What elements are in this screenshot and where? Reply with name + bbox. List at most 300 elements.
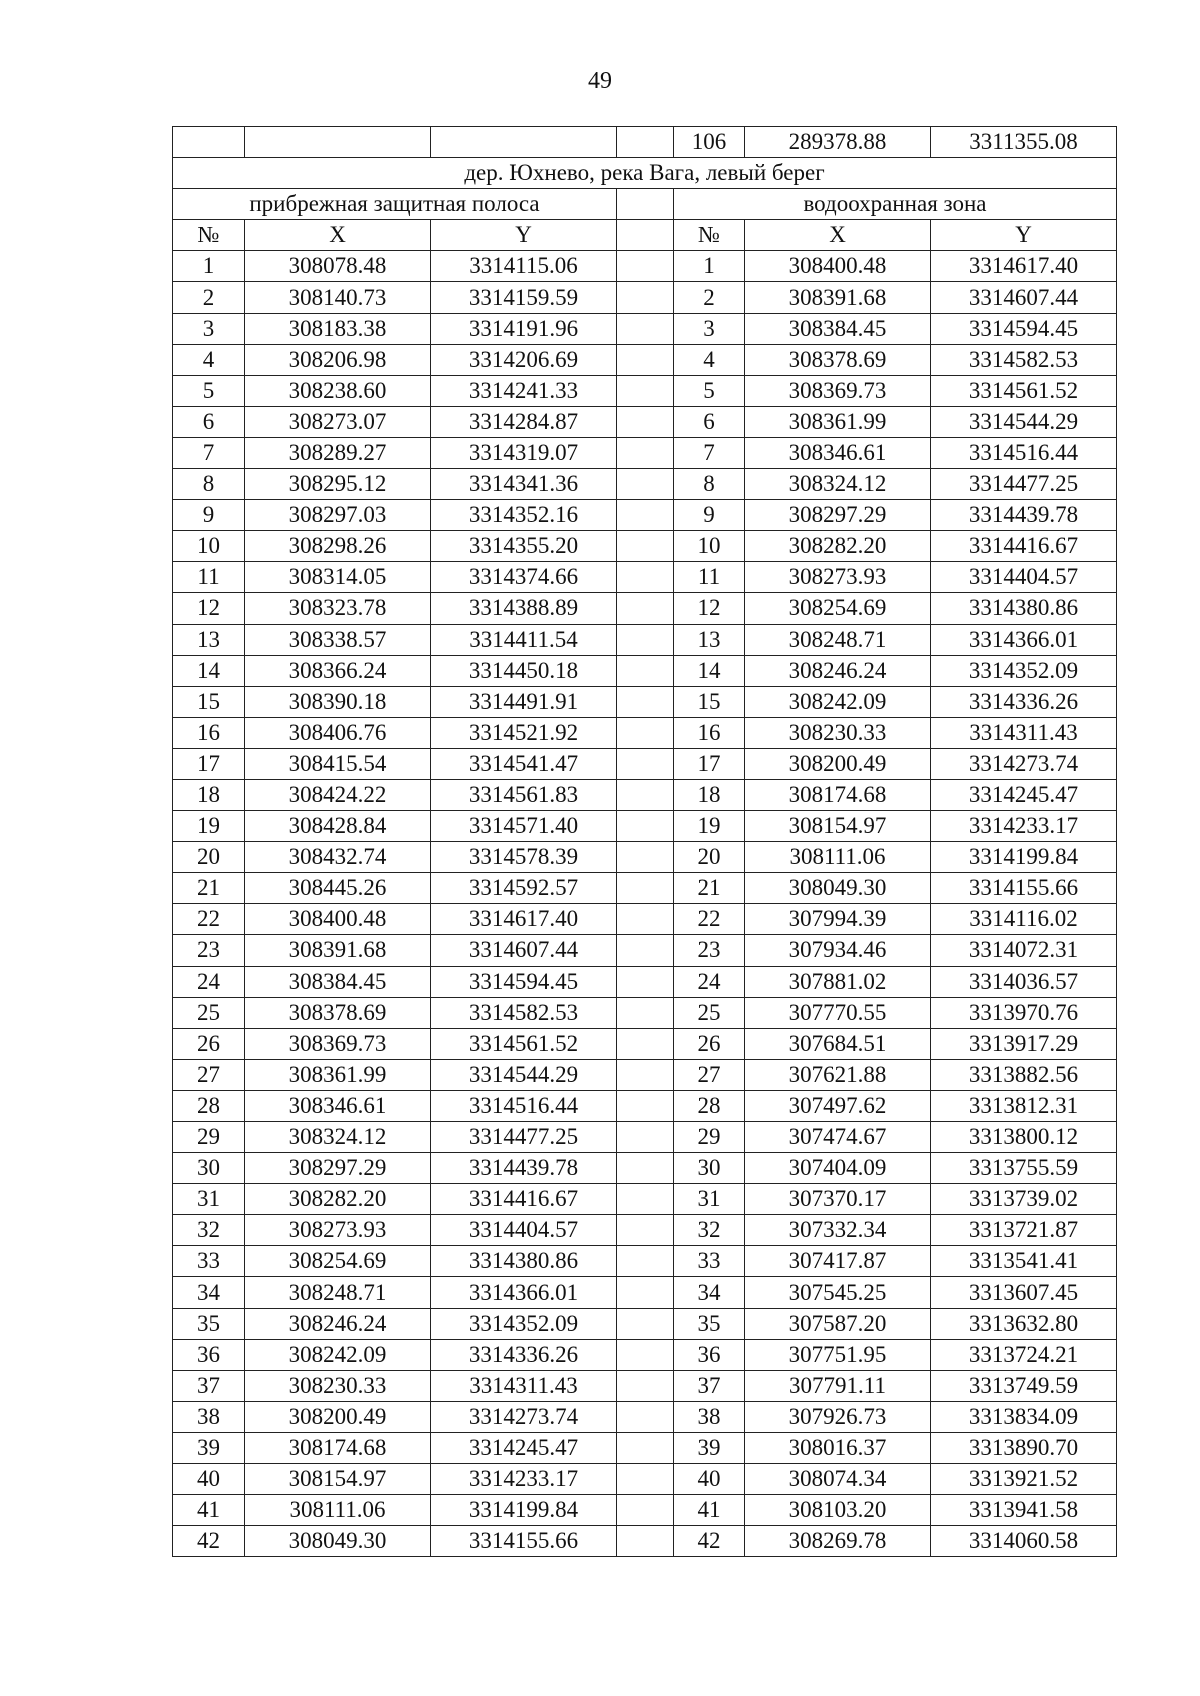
header-x: X (745, 220, 931, 251)
y-coordinate-cell: 3314116.02 (931, 904, 1117, 935)
point-number-cell: 15 (674, 686, 745, 717)
point-number-cell: 31 (674, 1184, 745, 1215)
x-coordinate-cell: 308391.68 (245, 935, 431, 966)
x-coordinate-cell: 308390.18 (245, 686, 431, 717)
point-number-cell: 12 (674, 593, 745, 624)
x-coordinate-cell: 308361.99 (245, 1059, 431, 1090)
empty-cell (617, 811, 674, 842)
point-number-cell: 30 (173, 1153, 245, 1184)
empty-cell (617, 1339, 674, 1370)
y-coordinate-cell: 3314155.66 (431, 1526, 617, 1557)
y-coordinate-cell: 3314233.17 (931, 811, 1117, 842)
x-coordinate-cell: 307497.62 (745, 1090, 931, 1121)
y-coordinate-cell: 3314072.31 (931, 935, 1117, 966)
y-coordinate-cell: 3314544.29 (931, 406, 1117, 437)
point-number-cell: 20 (173, 842, 245, 873)
header-num: № (173, 220, 245, 251)
point-number-cell: 38 (674, 1401, 745, 1432)
table-row (173, 1526, 1117, 1557)
table-row (173, 251, 1117, 282)
y-coordinate-cell: 3314374.66 (431, 562, 617, 593)
point-number-cell: 1 (674, 251, 745, 282)
y-coordinate-cell: 3314404.57 (431, 1215, 617, 1246)
empty-cell (617, 531, 674, 562)
x-coordinate-cell: 308242.09 (745, 686, 931, 717)
point-number-cell: 33 (674, 1246, 745, 1277)
empty-cell (617, 997, 674, 1028)
point-number-cell: 25 (173, 997, 245, 1028)
empty-cell (431, 127, 617, 158)
y-coordinate-cell: 3314341.36 (431, 469, 617, 500)
x-coordinate-cell: 308406.76 (245, 717, 431, 748)
point-number-cell: 24 (173, 966, 245, 997)
empty-cell (617, 251, 674, 282)
table-row (173, 1495, 1117, 1526)
x-coordinate-cell: 308424.22 (245, 779, 431, 810)
x-coordinate-cell: 308049.30 (245, 1526, 431, 1557)
empty-cell (617, 1495, 674, 1526)
section-title: дер. Юхнево, река Вага, левый берег (173, 158, 1117, 189)
empty-cell (617, 748, 674, 779)
point-number-cell: 37 (173, 1370, 245, 1401)
empty-cell (617, 779, 674, 810)
point-number-cell: 11 (173, 562, 245, 593)
point-number-cell: 22 (674, 904, 745, 935)
table-row (173, 593, 1117, 624)
table-row (173, 997, 1117, 1028)
empty-cell (617, 1277, 674, 1308)
table-row (173, 469, 1117, 500)
x-coordinate-cell: 308016.37 (745, 1432, 931, 1463)
point-number-cell: 28 (674, 1090, 745, 1121)
y-coordinate-cell: 3314273.74 (431, 1401, 617, 1432)
point-number-cell: 32 (674, 1215, 745, 1246)
y-coordinate-cell: 3314284.87 (431, 406, 617, 437)
x-coordinate-cell: 308049.30 (745, 873, 931, 904)
empty-cell (617, 966, 674, 997)
empty-cell (617, 686, 674, 717)
table-row (173, 935, 1117, 966)
y-coordinate-cell: 3314592.57 (431, 873, 617, 904)
y-coordinate-cell: 3314450.18 (431, 655, 617, 686)
x-coordinate-cell: 308154.97 (745, 811, 931, 842)
point-number-cell: 27 (674, 1059, 745, 1090)
y-coordinate-cell: 3314617.40 (431, 904, 617, 935)
y-coordinate-cell: 3313739.02 (931, 1184, 1117, 1215)
y-coordinate-cell: 3313607.45 (931, 1277, 1117, 1308)
x-coordinate-cell: 308254.69 (245, 1246, 431, 1277)
point-number-cell: 18 (674, 779, 745, 810)
zone-title-row (173, 189, 1117, 220)
x-coordinate-cell: 308324.12 (245, 1122, 431, 1153)
table-row (173, 655, 1117, 686)
point-number-cell: 21 (674, 873, 745, 904)
x-coordinate-cell: 308314.05 (245, 562, 431, 593)
point-number-cell: 5 (674, 375, 745, 406)
x-coordinate-cell: 307934.46 (745, 935, 931, 966)
y-coordinate-cell: 3313917.29 (931, 1028, 1117, 1059)
y-coordinate-cell: 3314561.83 (431, 779, 617, 810)
table-row (173, 1432, 1117, 1463)
point-number-cell: 23 (173, 935, 245, 966)
empty-cell (617, 127, 674, 158)
table-row (173, 1464, 1117, 1495)
table-row (173, 966, 1117, 997)
point-number-cell: 40 (173, 1464, 245, 1495)
y-coordinate-cell: 3314582.53 (431, 997, 617, 1028)
point-number-cell: 3 (674, 313, 745, 344)
empty-cell (617, 1184, 674, 1215)
empty-cell (617, 282, 674, 313)
point-number-cell: 2 (674, 282, 745, 313)
y-coordinate-cell: 3314199.84 (931, 842, 1117, 873)
point-number-cell: 1 (173, 251, 245, 282)
point-number-cell: 36 (674, 1339, 745, 1370)
x-coordinate-cell: 307770.55 (745, 997, 931, 1028)
header-num: № (674, 220, 745, 251)
point-number-cell: 39 (173, 1432, 245, 1463)
point-number-cell: 4 (674, 344, 745, 375)
table-row (173, 717, 1117, 748)
y-coordinate-cell: 3314060.58 (931, 1526, 1117, 1557)
empty-cell (617, 1215, 674, 1246)
point-number-cell: 19 (173, 811, 245, 842)
y-coordinate-cell: 3314578.39 (431, 842, 617, 873)
y-coordinate-cell: 3314594.45 (431, 966, 617, 997)
point-number-cell: 29 (674, 1122, 745, 1153)
point-number-cell: 11 (674, 562, 745, 593)
y-coordinate-cell: 3314155.66 (931, 873, 1117, 904)
point-number-cell: 40 (674, 1464, 745, 1495)
empty-cell (617, 1153, 674, 1184)
y-coordinate-cell: 3314516.44 (931, 437, 1117, 468)
x-coordinate-cell: 308074.34 (745, 1464, 931, 1495)
y-coordinate-cell: 3313890.70 (931, 1432, 1117, 1463)
header-y: Y (431, 220, 617, 251)
y-coordinate-cell: 3314477.25 (431, 1122, 617, 1153)
x-coordinate-cell: 308378.69 (745, 344, 931, 375)
empty-cell (617, 1432, 674, 1463)
x-coordinate-cell: 308238.60 (245, 375, 431, 406)
y-coordinate-cell: 3314336.26 (431, 1339, 617, 1370)
x-coordinate-cell: 308174.68 (245, 1432, 431, 1463)
y-coordinate-cell: 3314352.09 (431, 1308, 617, 1339)
point-number-cell: 21 (173, 873, 245, 904)
empty-cell (617, 375, 674, 406)
y-coordinate-cell: 3314311.43 (431, 1370, 617, 1401)
table-row (173, 842, 1117, 873)
y-coordinate-cell: 3314439.78 (931, 500, 1117, 531)
x-coordinate-cell: 308324.12 (745, 469, 931, 500)
y-coordinate-cell: 3314199.84 (431, 1495, 617, 1526)
x-coordinate-cell: 308400.48 (745, 251, 931, 282)
point-number-cell: 13 (173, 624, 245, 655)
point-number-cell: 17 (173, 748, 245, 779)
empty-cell (617, 1464, 674, 1495)
point-number-cell: 6 (173, 406, 245, 437)
empty-cell (617, 406, 674, 437)
y-coordinate-cell: 3314594.45 (931, 313, 1117, 344)
x-coordinate-cell: 308282.20 (745, 531, 931, 562)
point-number-cell: 8 (173, 469, 245, 500)
x-coordinate-cell: 307751.95 (745, 1339, 931, 1370)
point-number-cell: 22 (173, 904, 245, 935)
y-coordinate-cell: 3314233.17 (431, 1464, 617, 1495)
point-number-cell: 12 (173, 593, 245, 624)
table-row (173, 904, 1117, 935)
x-coordinate-cell: 308269.78 (745, 1526, 931, 1557)
table-row (173, 873, 1117, 904)
table-row (173, 282, 1117, 313)
point-number-cell: 14 (674, 655, 745, 686)
point-number-cell: 10 (674, 531, 745, 562)
point-number-cell: 9 (674, 500, 745, 531)
empty-cell (617, 500, 674, 531)
x-coordinate-cell: 308254.69 (745, 593, 931, 624)
empty-cell (617, 873, 674, 904)
table-row (173, 406, 1117, 437)
x-coordinate-cell: 307474.67 (745, 1122, 931, 1153)
x-coordinate-cell: 308273.93 (745, 562, 931, 593)
point-number-cell: 41 (173, 1495, 245, 1526)
empty-cell (617, 220, 674, 251)
y-coordinate-cell: 3314245.47 (931, 779, 1117, 810)
point-number-cell: 35 (674, 1308, 745, 1339)
x-coordinate-cell: 308246.24 (745, 655, 931, 686)
point-number-cell: 3 (173, 313, 245, 344)
coordinates-table (172, 126, 1117, 1557)
y-coordinate-cell: 3314404.57 (931, 562, 1117, 593)
y-coordinate-cell: 3313882.56 (931, 1059, 1117, 1090)
point-number-cell: 42 (173, 1526, 245, 1557)
y-coordinate-cell: 3314115.06 (431, 251, 617, 282)
table-row (173, 1122, 1117, 1153)
x-coordinate-cell: 308391.68 (745, 282, 931, 313)
y-coordinate-cell: 3314617.40 (931, 251, 1117, 282)
empty-cell (617, 469, 674, 500)
x-coordinate-cell: 308248.71 (745, 624, 931, 655)
y-coordinate-cell: 3313812.31 (931, 1090, 1117, 1121)
y-coordinate-cell: 3314477.25 (931, 469, 1117, 500)
header-y: Y (931, 220, 1117, 251)
right-zone-title: водоохранная зона (674, 189, 1117, 220)
y-coordinate-cell: 3313724.21 (931, 1339, 1117, 1370)
point-number-cell: 8 (674, 469, 745, 500)
x-coordinate-cell: 307332.34 (745, 1215, 931, 1246)
x-coordinate-cell: 308297.03 (245, 500, 431, 531)
point-number-cell: 15 (173, 686, 245, 717)
table-row (173, 779, 1117, 810)
x-coordinate-cell: 308273.93 (245, 1215, 431, 1246)
y-coordinate-cell: 3314159.59 (431, 282, 617, 313)
point-number-cell: 19 (674, 811, 745, 842)
empty-cell (245, 127, 431, 158)
table-row (173, 1401, 1117, 1432)
table-row (173, 1308, 1117, 1339)
x-coordinate-cell: 308103.20 (745, 1495, 931, 1526)
empty-cell (617, 344, 674, 375)
y-coordinate-cell: 3313921.52 (931, 1464, 1117, 1495)
point-number-cell: 42 (674, 1526, 745, 1557)
x-coordinate-cell: 307621.88 (745, 1059, 931, 1090)
section-title-row (173, 158, 1117, 189)
y-coordinate-cell: 3314273.74 (931, 748, 1117, 779)
point-number-cell: 26 (173, 1028, 245, 1059)
x-coordinate-cell: 308154.97 (245, 1464, 431, 1495)
x-coordinate-cell: 307881.02 (745, 966, 931, 997)
x-coordinate-cell: 308346.61 (745, 437, 931, 468)
empty-cell (617, 1059, 674, 1090)
point-number-cell: 14 (173, 655, 245, 686)
x-coordinate-cell: 308174.68 (745, 779, 931, 810)
x-coordinate-cell: 308078.48 (245, 251, 431, 282)
table-row (173, 531, 1117, 562)
x-coordinate-cell: 308384.45 (245, 966, 431, 997)
table-row (173, 1184, 1117, 1215)
point-number-cell: 5 (173, 375, 245, 406)
point-number-cell: 7 (674, 437, 745, 468)
point-number-cell: 17 (674, 748, 745, 779)
empty-cell (617, 624, 674, 655)
y-coordinate-cell: 3314352.16 (431, 500, 617, 531)
x-coordinate-cell: 308445.26 (245, 873, 431, 904)
x-coordinate-cell: 308297.29 (245, 1153, 431, 1184)
point-number-cell: 30 (674, 1153, 745, 1184)
point-number-cell: 9 (173, 500, 245, 531)
y-coordinate-cell: 3314491.91 (431, 686, 617, 717)
x-coordinate-cell: 308415.54 (245, 748, 431, 779)
point-number-cell: 4 (173, 344, 245, 375)
empty-cell (617, 655, 674, 686)
point-number-cell: 26 (674, 1028, 745, 1059)
y-coordinate-cell: 3314191.96 (431, 313, 617, 344)
y-coordinate-cell: 3311355.08 (931, 127, 1117, 158)
y-coordinate-cell: 3313541.41 (931, 1246, 1117, 1277)
x-coordinate-cell: 308200.49 (745, 748, 931, 779)
x-coordinate-cell: 308230.33 (245, 1370, 431, 1401)
point-number-cell: 10 (173, 531, 245, 562)
x-coordinate-cell: 307994.39 (745, 904, 931, 935)
x-coordinate-cell: 308206.98 (245, 344, 431, 375)
empty-cell (617, 1308, 674, 1339)
y-coordinate-cell: 3314607.44 (931, 282, 1117, 313)
y-coordinate-cell: 3314206.69 (431, 344, 617, 375)
y-coordinate-cell: 3314380.86 (431, 1246, 617, 1277)
y-coordinate-cell: 3313755.59 (931, 1153, 1117, 1184)
point-number-cell: 106 (674, 127, 745, 158)
table-row (173, 1028, 1117, 1059)
empty-cell (617, 1526, 674, 1557)
coordinates-table-body (173, 127, 1117, 1557)
y-coordinate-cell: 3314541.47 (431, 748, 617, 779)
table-row (173, 344, 1117, 375)
y-coordinate-cell: 3313941.58 (931, 1495, 1117, 1526)
table-row (173, 686, 1117, 717)
x-coordinate-cell: 307404.09 (745, 1153, 931, 1184)
point-number-cell: 32 (173, 1215, 245, 1246)
table-row (173, 624, 1117, 655)
x-coordinate-cell: 308289.27 (245, 437, 431, 468)
table-row (173, 1090, 1117, 1121)
x-coordinate-cell: 308200.49 (245, 1401, 431, 1432)
point-number-cell: 18 (173, 779, 245, 810)
y-coordinate-cell: 3314366.01 (931, 624, 1117, 655)
y-coordinate-cell: 3314561.52 (931, 375, 1117, 406)
point-number-cell: 6 (674, 406, 745, 437)
x-coordinate-cell: 307684.51 (745, 1028, 931, 1059)
x-coordinate-cell: 308140.73 (245, 282, 431, 313)
y-coordinate-cell: 3314352.09 (931, 655, 1117, 686)
table-row (173, 1246, 1117, 1277)
y-coordinate-cell: 3314319.07 (431, 437, 617, 468)
point-number-cell: 33 (173, 1246, 245, 1277)
y-coordinate-cell: 3314388.89 (431, 593, 617, 624)
point-number-cell: 24 (674, 966, 745, 997)
point-number-cell: 37 (674, 1370, 745, 1401)
y-coordinate-cell: 3314411.54 (431, 624, 617, 655)
empty-cell (617, 313, 674, 344)
point-number-cell: 35 (173, 1308, 245, 1339)
point-number-cell: 16 (173, 717, 245, 748)
table-row (173, 562, 1117, 593)
y-coordinate-cell: 3313834.09 (931, 1401, 1117, 1432)
y-coordinate-cell: 3314561.52 (431, 1028, 617, 1059)
x-coordinate-cell: 308361.99 (745, 406, 931, 437)
table-row (173, 437, 1117, 468)
y-coordinate-cell: 3314380.86 (931, 593, 1117, 624)
point-number-cell: 7 (173, 437, 245, 468)
x-coordinate-cell: 307545.25 (745, 1277, 931, 1308)
y-coordinate-cell: 3314416.67 (931, 531, 1117, 562)
point-number-cell: 34 (674, 1277, 745, 1308)
y-coordinate-cell: 3314245.47 (431, 1432, 617, 1463)
point-number-cell: 34 (173, 1277, 245, 1308)
x-coordinate-cell: 308242.09 (245, 1339, 431, 1370)
x-coordinate-cell: 308346.61 (245, 1090, 431, 1121)
y-coordinate-cell: 3314516.44 (431, 1090, 617, 1121)
empty-cell (617, 1401, 674, 1432)
table-row (173, 1277, 1117, 1308)
table-row (173, 1153, 1117, 1184)
y-coordinate-cell: 3314544.29 (431, 1059, 617, 1090)
x-coordinate-cell: 308246.24 (245, 1308, 431, 1339)
table-row (173, 1215, 1117, 1246)
x-coordinate-cell: 308248.71 (245, 1277, 431, 1308)
empty-cell (617, 562, 674, 593)
header-x: X (245, 220, 431, 251)
x-coordinate-cell: 308297.29 (745, 500, 931, 531)
x-coordinate-cell: 308378.69 (245, 997, 431, 1028)
x-coordinate-cell: 308366.24 (245, 655, 431, 686)
left-zone-title: прибрежная защитная полоса (173, 189, 617, 220)
empty-cell (617, 935, 674, 966)
empty-cell (617, 437, 674, 468)
y-coordinate-cell: 3314607.44 (431, 935, 617, 966)
point-number-cell: 27 (173, 1059, 245, 1090)
y-coordinate-cell: 3313721.87 (931, 1215, 1117, 1246)
point-number-cell: 39 (674, 1432, 745, 1463)
point-number-cell: 41 (674, 1495, 745, 1526)
point-number-cell: 31 (173, 1184, 245, 1215)
y-coordinate-cell: 3313800.12 (931, 1122, 1117, 1153)
point-number-cell: 25 (674, 997, 745, 1028)
point-number-cell: 28 (173, 1090, 245, 1121)
y-coordinate-cell: 3314036.57 (931, 966, 1117, 997)
table-row (173, 748, 1117, 779)
point-number-cell: 20 (674, 842, 745, 873)
x-coordinate-cell: 307417.87 (745, 1246, 931, 1277)
y-coordinate-cell: 3314366.01 (431, 1277, 617, 1308)
